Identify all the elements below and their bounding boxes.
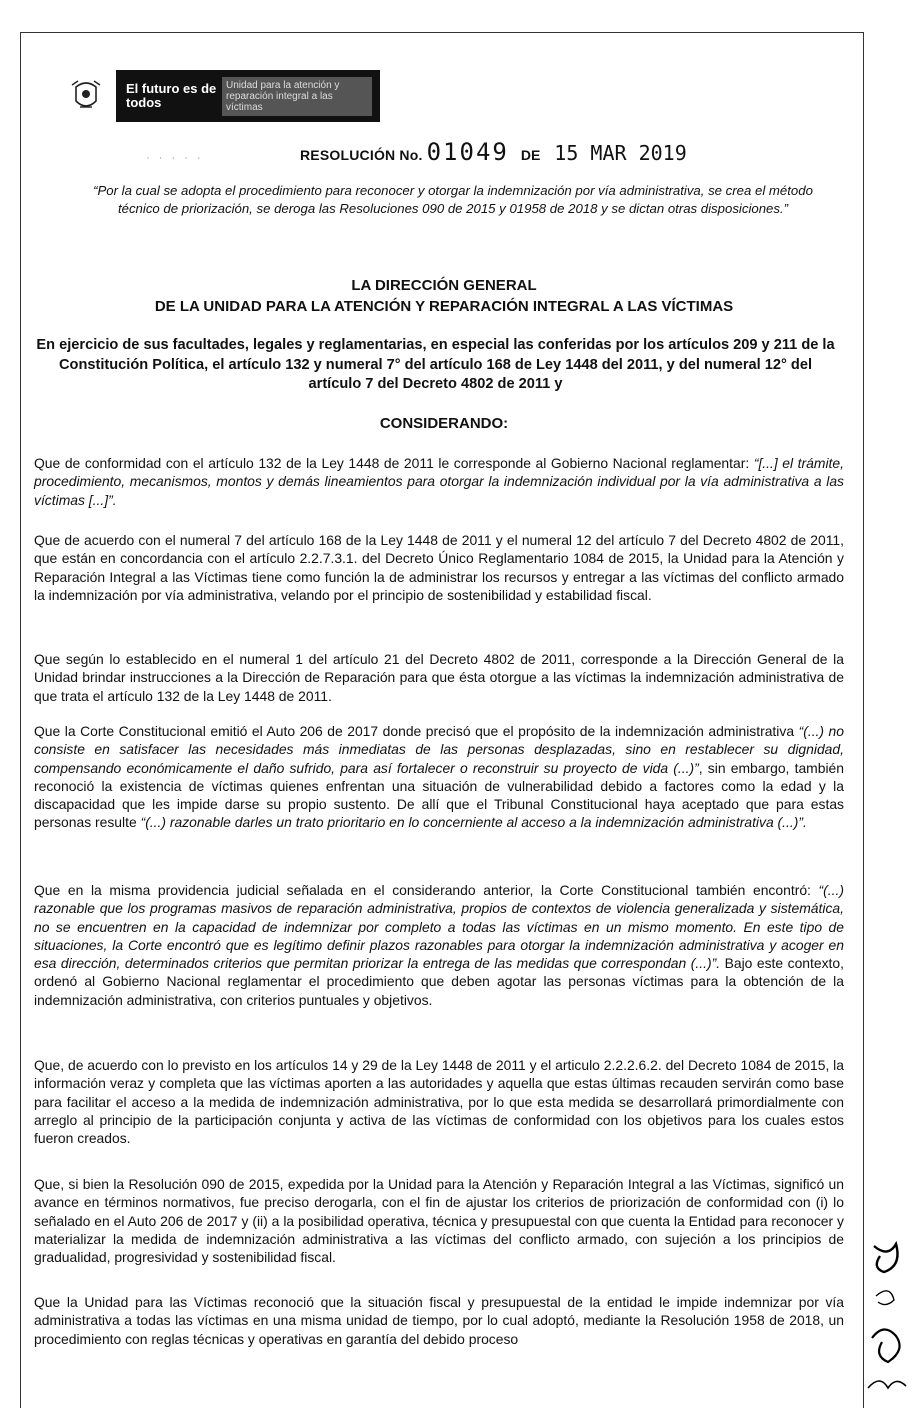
resolution-line: [300, 138, 687, 166]
paragraph-4: [34, 722, 844, 832]
paragraph-4-text-b: , sin embargo, también reconoció la existencia de víctimas quienes enfrentan una situación de vulnerabilidad debido a factores como la edad y la discapacidad que les impide darse su propio sustento. De allí que el Tribunal Constitucional haya aceptado que para estas personas resulte: [34, 759, 845, 831]
heading-line-2: DE LA UNIDAD PARA LA ATENCIÓN Y REPARACIÓN INTEGRAL A LAS VÍCTIMAS: [154, 298, 734, 315]
paragraph-4-quote-a: “(...) no consiste en satisfacer las necesidades más inmediatas de las personas desplazadas, sino en restablecer su dignidad, compensando económicamente el daño sufrido, para así fortalecer o reconstruir su proyecto de vida (...)”: [34, 723, 844, 776]
paragraph-2: Que de acuerdo con el numeral 7 del artículo 168 de la Ley 1448 de 2011 y el numeral 12 del artículo 7 del Decreto 4802 de 2011, que están en concordancia con el artículo 2.2.7.3.1. del Decreto Único Reglamentario 1084 de 2015, la Unidad para la Atención y Reparación Integral a las Víctimas tiene como función la de administrar los recursos y entregar a las víctimas del conflicto armado la indemnización por vía administrativa, velando por el principio de sostenibilidad y estabilidad fiscal.: [34, 532, 844, 603]
heading-line-1: LA DIRECCIÓN GENERAL: [351, 277, 537, 294]
paragraph-3: Que según lo establecido en el numeral 1 del artículo 21 del Decreto 4802 de 2011, corresponde a la Dirección General de la Unidad brindar instrucciones a la Dirección de Reparación para que ésta otorgue a las víctimas la indemnización administrativa de que trata el artículo 132 de la Ley 1448 de 2011.: [34, 651, 844, 704]
paragraph-5-text-a: Que en la misma providencia judicial señalada en el considerando anterior, la Corte Constitucional también encontró:: [34, 882, 819, 898]
paragraph-8: Que la Unidad para las Víctimas reconoció que la situación fiscal y presupuestal de la entidad le impide indemnizar por vía administrativa a todas las víctimas en una misma unidad de tiempo, por lo cual adoptó, mediante la Resolución 1958 de 2018, un procedimiento con reglas técnicas y operativas en garantía del debido proceso: [34, 1294, 844, 1347]
resolution-label: RESOLUCIÓN No.: [300, 147, 423, 163]
resolution-subtitle: “Por la cual se adopta el procedimiento para reconocer y otorgar la indemnización por vía administrativa, se crea el método técnico de priorización, se deroga las Resoluciones 090 de 2015 y 01958 de 2018 y se dictan otras disposiciones.”: [93, 183, 813, 216]
paragraph-5-quote: “(...) razonable que los programas masivos de reparación administrativa, propios de contextos de violencia generalizada y sistemática, no se encuentren en la capacidad de indemnizar por completo a todas las víctimas en un mismo momento. En este tipo de situaciones, la Corte encontró que es legítimo definir plazos razonables para otorgar la indemnización administrativa y acoger en esa dirección, determinados criterios que permitan priorizar la entrega de las medidas que correspondan (...)”.: [34, 882, 844, 972]
considerando-heading: CONSIDERANDO:: [379, 415, 509, 432]
resolution-date: 15 MAR 2019: [554, 141, 687, 165]
paragraph-5: [34, 881, 844, 1009]
paragraph-1: [34, 454, 844, 509]
colombia-seal-icon: [68, 75, 104, 117]
stamp-residue: · · · · ·: [146, 152, 204, 164]
resolution-number: 01049: [426, 138, 509, 166]
unit-logo-text: Unidad para la atención y reparación integral a las víctimas: [222, 77, 372, 116]
resolution-de-label: DE: [520, 147, 541, 163]
government-logo: [116, 70, 380, 122]
handwritten-initials: [866, 1238, 916, 1398]
paragraph-4-text-a: Que la Corte Constitucional emitió el Auto 206 de 2017 donde precisó que el propósito de la indemnización administrativa: [34, 723, 799, 739]
paragraph-1-quote: “[...] el trámite, procedimiento, mecanismos, montos y demás lineamientos para otorgar la indemnización individual por la vía administrativa a las víctimas [...]”.: [34, 455, 844, 508]
paragraph-6: Que, de acuerdo con lo previsto en los artículos 14 y 29 de la Ley 1448 de 2011 y el articulo 2.2.2.6.2. del Decreto 1084 de 2015, la información veraz y completa que las víctimas aporten a las autoridades y aquella que estas últimas recauden servirán como base para facilitar el acceso a la medida de indemnización administrativa, por lo que esta medida se desarrollará primordialmente con arreglo al principio de la participación conjunta y activa de las víctimas de conformidad con los objetivos para los cuales estos fueron creados.: [34, 1057, 844, 1147]
paragraph-4-quote-b: “(...) razonable darles un trato prioritario en lo concerniente al acceso a la indemnización administrativa (...)”.: [140, 814, 807, 831]
exercise-clause: En ejercicio de sus facultades, legales y reglamentarias, en especial las conferidas por los artículos 209 y 211 de la Constitución Política, el artículo 132 y numeral 7° del artículo 168 de Ley 1448 del 2011, y del numeral 12° del artículo 7 del Decreto 4802 de 2011 y: [36, 337, 835, 392]
document-header: [68, 70, 380, 122]
paragraph-7: Que, si bien la Resolución 090 de 2015, expedida por la Unidad para la Atención y Reparación Integral a las Víctimas, significó un avance en términos normativos, fue preciso derogarla, con el fin de ajustar los criterios de priorización de conformidad con (i) lo señalado en el Auto 206 de 2017 y (ii) a la posibilidad operativa, técnica y presupuestal con que cuenta la Entidad para reconocer y materializar la medida de indemnización administrativa a las víctimas del conflicto armado, con sujeción a los principios de gradualidad, progresividad y sostenibilidad fiscal.: [34, 1176, 844, 1266]
paragraph-5-text-b: Bajo este contexto, ordenó al Gobierno Nacional reglamentar el procedimiento que deben agotar las personas víctimas para la obtención de la indemnización administrativa, con criterios puntuales y objetivos.: [34, 955, 844, 1008]
logo-text: El futuro es de todos: [126, 81, 217, 110]
paragraph-1-text: Que de conformidad con el artículo 132 de la Ley 1448 de 2011 le corresponde al Gobierno Nacional reglamentar:: [34, 455, 754, 471]
